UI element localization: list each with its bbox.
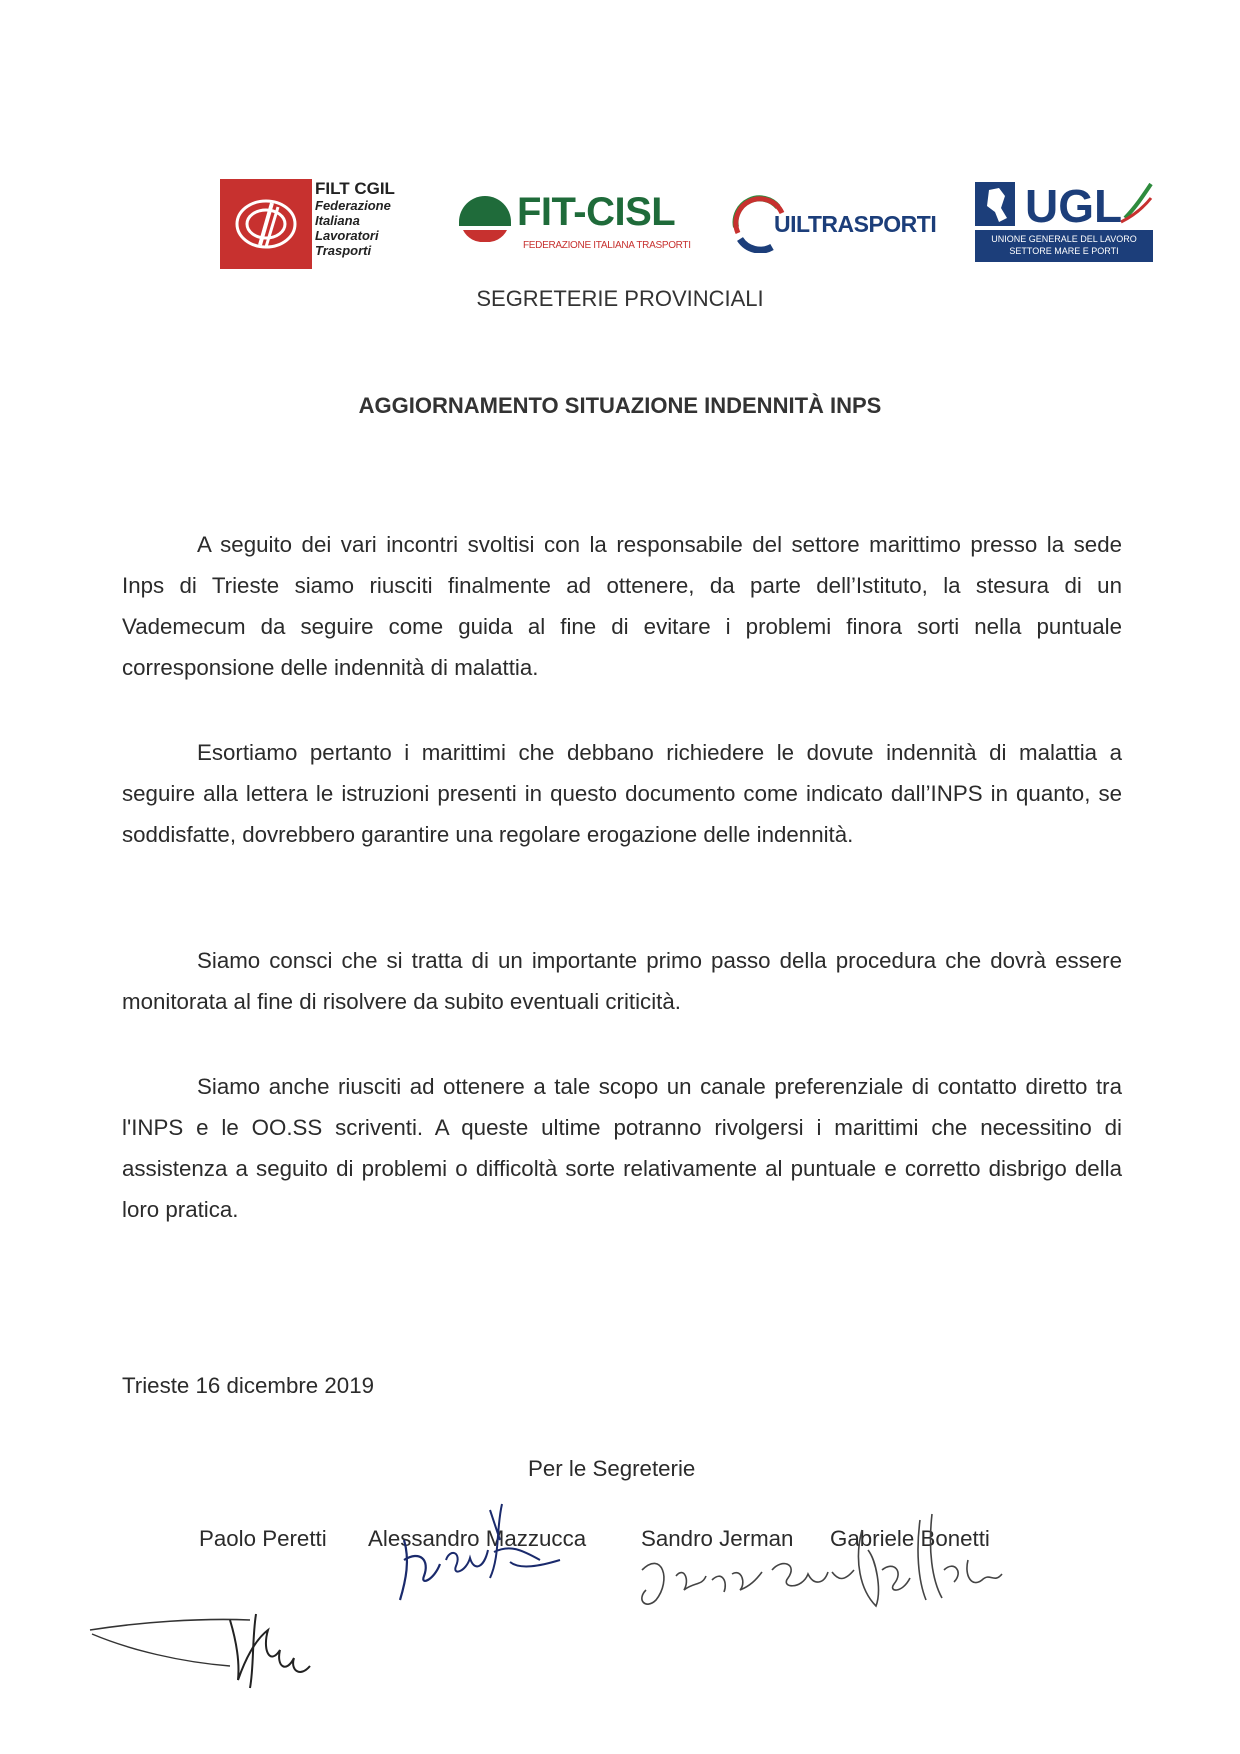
signatory-name: Alessandro Mazzucca [368,1526,587,1551]
signature-jerman-bonetti [632,1510,1012,1620]
signatory-name: Paolo Peretti [199,1526,327,1551]
fit-cisl-name: FIT-CISL [517,190,676,234]
per-le-segreterie: Per le Segreterie [528,1456,696,1481]
signature-peretti [80,1570,340,1690]
body-paragraph-2: Esortiamo pertanto i marittimi che debbano richiedere le dovute indennità di malattia a seguire alla lettera le istruzioni presenti in questo documento come indicato dall’INPS in quanto, se soddisfatte, dovrebbero garantire una regolare erogazione delle indennità. [122,740,1122,847]
ugl-line-1: UNIONE GENERALE DEL LAVORO [991,234,1137,244]
ugl-name: UGL [1025,180,1123,230]
body-paragraph-3: Siamo consci che si tratta di un importante primo passo della procedura che dovrà essere monitorata al fine di risolvere da subito eventuali criticità. [122,948,1122,1014]
filt-line-4: Trasporti [315,243,372,258]
ugl-emblem-icon [975,178,1153,230]
fit-cisl-subtitle: FEDERAZIONE ITALIANA TRASPORTI [523,240,691,251]
body-paragraph-1: A seguito dei vari incontri svoltisi con la responsabile del settore marittimo presso la sede Inps di Trieste siamo riusciti finalmente ad ottenere, da parte dell’Istituto, la stesura di un Vademecum da seguire come guida al fine di evitare i problemi finora sorti nella puntuale corresponsione delle indennità di malattia. [122,532,1122,680]
filt-cgil-emblem [220,179,312,269]
uiltrasporti-name: UILTRASPORTI [774,211,937,237]
filt-line-2: Italiana [315,213,360,228]
filt-cgil-text [315,179,425,258]
filt-cgil-name: FILT CGIL [315,179,395,198]
body-paragraph-4: Siamo anche riusciti ad ottenere a tale scopo un canale preferenziale di contatto diretto tra l'INPS e le OO.SS scriventi. A queste ultime potranno rivolgersi i marittimi che necessitino di assistenza a seguito di problemi o difficoltà sorte relativamente al puntuale e corretto disbrigo della loro pratica. [122,1074,1122,1222]
filt-cgil-logo [220,179,415,269]
signatory-name: Sandro Jerman [641,1526,794,1551]
ugl-line-2: SETTORE MARE E PORTI [1009,246,1119,256]
filt-line-3: Lavoratori [315,228,379,243]
signatory-name: Gabriele Bonetti [830,1526,990,1551]
ugl-subtitle-bar [975,230,1153,262]
ugl-logo [975,178,1153,262]
segreterie-heading: SEGRETERIE PROVINCIALI [476,286,764,311]
document-title: AGGIORNAMENTO SITUAZIONE INDENNITÀ INPS [358,393,882,418]
filt-line-1: Federazione [315,198,391,213]
signature-mazzucca [390,1500,570,1610]
document-date: Trieste 16 dicembre 2019 [122,1373,375,1398]
fit-cisl-emblem-icon [455,192,515,242]
uiltrasporti-logo [728,193,938,253]
filt-swirl-icon [234,197,298,251]
fit-cisl-logo [455,188,690,260]
